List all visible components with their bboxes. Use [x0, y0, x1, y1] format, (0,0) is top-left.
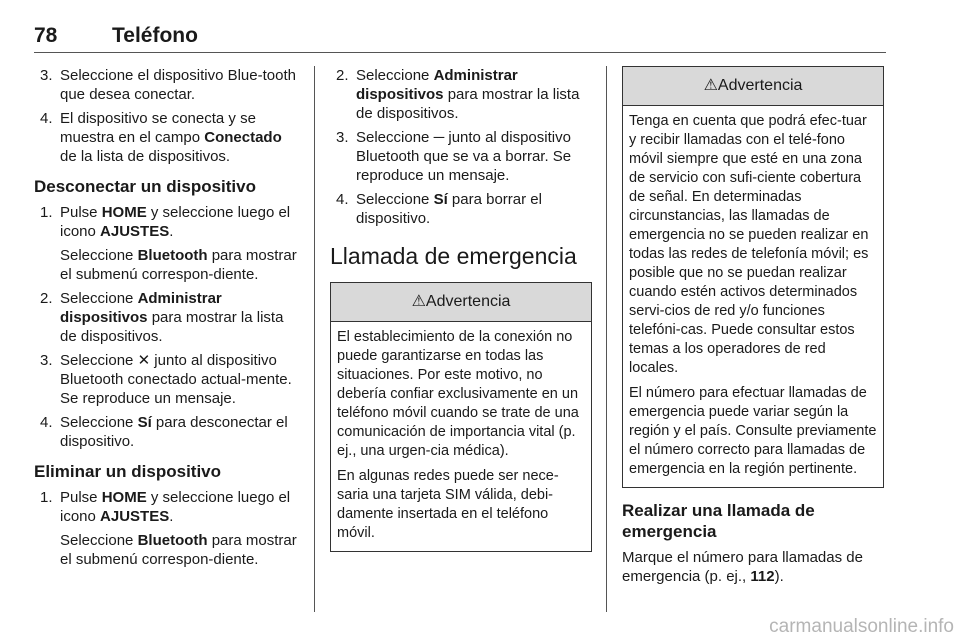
item-text: Seleccione el dispositivo Blue-tooth que desea conectar.	[60, 67, 296, 103]
ui-term: AJUSTES	[100, 508, 170, 525]
ui-term: Sí	[137, 414, 152, 431]
ui-term: Bluetooth	[137, 532, 208, 549]
list-item	[34, 203, 300, 284]
warning-title: Advertencia	[425, 293, 511, 310]
ui-term: HOME	[101, 489, 147, 506]
warning-box	[622, 66, 884, 488]
item-number: 3.	[336, 129, 349, 146]
column-left	[34, 66, 300, 569]
item-text: Seleccione Administrar dispositivos para mostrar la lista de dispositivos.	[356, 67, 580, 122]
warning-box	[330, 282, 592, 552]
column-divider	[606, 66, 607, 612]
column-divider	[314, 66, 315, 612]
item-text: Seleccione ─ junto al dispositivo Bluetooth que se va a borrar. Se reproduce un mensaje.	[356, 129, 572, 184]
item-text: El dispositivo se conecta y se muestra en el campo Conectado de la lista de dispositivos.	[60, 110, 282, 165]
list-item	[330, 66, 592, 123]
list-item	[330, 190, 592, 228]
emergency-number: 112	[750, 568, 775, 585]
list-item	[34, 351, 300, 408]
item-text: Seleccione Sí para borrar el dispositivo.	[356, 191, 542, 227]
ui-term: Administrar dispositivos	[60, 290, 222, 326]
item-number: 2.	[40, 290, 53, 307]
list-item	[34, 289, 300, 346]
warning-paragraph: En algunas redes puede ser nece-saria una tarjeta SIM válida, debi-damente insertada en el teléfono móvil.	[337, 468, 559, 541]
minus-icon: ─	[433, 129, 445, 146]
item-number: 3.	[40, 67, 53, 84]
page-number: 78	[34, 24, 58, 47]
warning-body	[623, 106, 883, 487]
item-number: 1.	[40, 204, 53, 221]
section-heading-call: Realizar una llamada de emergencia	[622, 501, 815, 541]
list-item	[330, 128, 592, 185]
ui-term: Sí	[433, 191, 448, 208]
item-number: 4.	[40, 414, 53, 431]
item-text: Pulse HOME y seleccione luego el icono AJUSTES.	[60, 489, 291, 525]
item-number: 2.	[336, 67, 349, 84]
ui-term: Bluetooth	[137, 247, 208, 264]
list-item	[34, 488, 300, 569]
item-number: 3.	[40, 352, 53, 369]
item-text: Pulse HOME y seleccione luego el icono AJUSTES.	[60, 204, 291, 240]
column-right	[622, 66, 884, 586]
item-subtext: Seleccione Bluetooth para mostrar el submenú correspon-diente.	[60, 247, 297, 283]
column-middle	[330, 66, 592, 552]
warning-paragraph: El número para efectuar llamadas de emergencia puede variar según la región y el país. Consulte previamente el número correcto para llamadas de emergencia en la región pertinente.	[629, 385, 877, 477]
item-text: Seleccione ✕ junto al dispositivo Bluetooth conectado actual-mente. Se reproduce un mensaje.	[60, 352, 292, 407]
warning-header	[331, 283, 591, 322]
item-number: 4.	[336, 191, 349, 208]
section-heading-delete: Eliminar un dispositivo	[34, 462, 222, 481]
item-number: 1.	[40, 489, 53, 506]
ui-term: HOME	[101, 204, 147, 221]
item-number: 4.	[40, 110, 53, 127]
item-text: Seleccione Sí para desconectar el dispositivo.	[60, 414, 288, 450]
section-heading-disconnect: Desconectar un dispositivo	[34, 177, 256, 196]
ui-term: Administrar dispositivos	[356, 67, 518, 103]
warning-paragraph: Tenga en cuenta que podrá efec-tuar y recibir llamadas con el telé-fono móvil siempre que esté en una zona de servicio con sufi-ciente cobertura de señal. En determinadas circunstancias, las llamadas de emergencia no se pueden realizar en todas las redes de telefonía móvil; es posible que no se puedan realizar cuando estén activos determinados servi-cios de red y/o funciones telefóni-cas. Puede consultar estos temas a los operadores de red locales.	[629, 113, 869, 376]
list-item	[34, 109, 300, 166]
item-text: Seleccione Administrar dispositivos para mostrar la lista de dispositivos.	[60, 290, 284, 345]
ui-term: AJUSTES	[100, 223, 170, 240]
page-header	[34, 22, 886, 53]
item-subtext: Seleccione Bluetooth para mostrar el submenú correspon-diente.	[60, 532, 297, 568]
page-title: Teléfono	[112, 24, 198, 47]
warning-title: Advertencia	[717, 77, 803, 94]
body-paragraph: Marque el número para llamadas de emergencia (p. ej., 112).	[622, 549, 863, 585]
warning-header	[623, 67, 883, 106]
ui-term: Conectado	[204, 129, 282, 146]
section-heading-emergency: Llamada de emergencia	[330, 243, 577, 269]
warning-icon: ⚠	[411, 293, 426, 310]
close-icon: ✕	[137, 352, 151, 369]
warning-paragraph: El establecimiento de la conexión no puede garantizarse en todas las situaciones. Por este motivo, no debería confiar exclusivamente en un teléfono móvil cuando se trate de una comunicación de importancia vital (p. ej., una urgen-cia médica).	[337, 329, 579, 459]
list-item	[34, 66, 300, 104]
warning-body	[331, 322, 591, 551]
list-item	[34, 413, 300, 451]
warning-icon: ⚠	[703, 77, 718, 94]
watermark: carmanualsonline.info	[769, 616, 954, 637]
